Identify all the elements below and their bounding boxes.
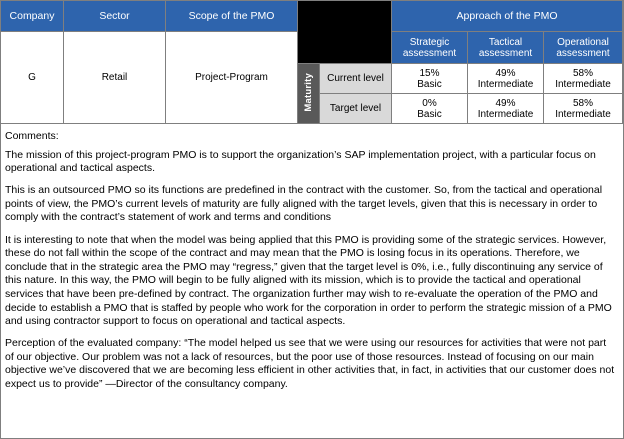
cell-scope: Project-Program xyxy=(166,32,298,124)
cell-sector: Retail xyxy=(64,32,166,124)
header-company: Company xyxy=(1,1,64,32)
maturity-label xyxy=(298,64,320,124)
value-percent: 0% xyxy=(422,97,437,109)
current-tactical-value xyxy=(468,64,544,94)
header-blank-corner xyxy=(298,1,392,64)
value-percent: 49% xyxy=(495,97,516,109)
value-percent: 58% xyxy=(573,97,594,109)
value-level: Intermediate xyxy=(477,108,534,120)
current-operational-value xyxy=(544,64,623,94)
comments-section xyxy=(5,130,617,400)
header-tactical-assessment: Tactical assessment xyxy=(468,32,544,64)
comment-paragraph-mission: The mission of this project-program PMO is to support the organization’s SAP implementation project, with a particular focus on operational and tactical aspects. xyxy=(5,148,596,175)
target-level-label: Target level xyxy=(320,94,392,124)
value-percent: 49% xyxy=(495,67,516,79)
comments-heading: Comments: xyxy=(5,130,59,142)
header-sector: Sector xyxy=(64,1,166,32)
header-scope: Scope of the PMO xyxy=(166,1,298,32)
current-level-label: Current level xyxy=(320,64,392,94)
comment-paragraph-strategic: It is interesting to note that when the model was being applied that this PMO is providing some of the strategic services. However, these do not fall within the scope of the contract and may mean that the PMO is losing focus in its operations. Therefore, we conclude that in the strategic area the PMO may “regress,” given that the target level is 0%, i.e., fully discontinuing any service of this nature. In this way, the PMO will begin to be fully aligned with its mission, which is to provide the tactical and operational services that have been pre-defined by contract. The organization further may wish to re-evaluate the operation of the PMO and decide to establish a PMO that is staffed by people who work for the corporation in order to perform the strategic mission of a PMO and using contractor support to focus on operational and tactical aspects. xyxy=(5,233,612,328)
value-percent: 15% xyxy=(419,67,440,79)
target-strategic-value xyxy=(392,94,468,124)
value-level: Basic xyxy=(417,78,442,90)
comment-paragraph-outsourced: This is an outsourced PMO so its functions are predefined in the contract with the customer. So, from the tactical and operational points of view, the PMO’s current levels of maturity are fully aligned with the target levels, given that this is necessary in order to comply with the contract’s statement of work and terms and conditions xyxy=(5,184,603,224)
maturity-label-text: Maturity xyxy=(303,72,314,112)
value-percent: 58% xyxy=(573,67,594,79)
header-approach: Approach of the PMO xyxy=(392,1,623,32)
target-operational-value xyxy=(544,94,623,124)
value-level: Basic xyxy=(417,108,442,120)
target-tactical-value xyxy=(468,94,544,124)
header-strategic-assessment: Strategic assessment xyxy=(392,32,468,64)
cell-company: G xyxy=(1,32,64,124)
value-level: Intermediate xyxy=(555,108,611,120)
value-level: Intermediate xyxy=(555,78,611,90)
comment-paragraph-perception: Perception of the evaluated company: “The model helped us see that we were using our resources for activities that were not part of our objective. Our problem was not a lack of resources, but the poor use of those resources. Instead of focusing on our main objective we’ve discovered that we are becoming less efficient in other activities that, in fact, in activities that our customer does not expect us to provide” —Director of the consultancy company. xyxy=(5,337,615,390)
value-level: Intermediate xyxy=(477,78,534,90)
header-operational-assessment: Operational assessment xyxy=(544,32,623,64)
current-strategic-value xyxy=(392,64,468,94)
pmo-assessment-table xyxy=(0,0,623,124)
